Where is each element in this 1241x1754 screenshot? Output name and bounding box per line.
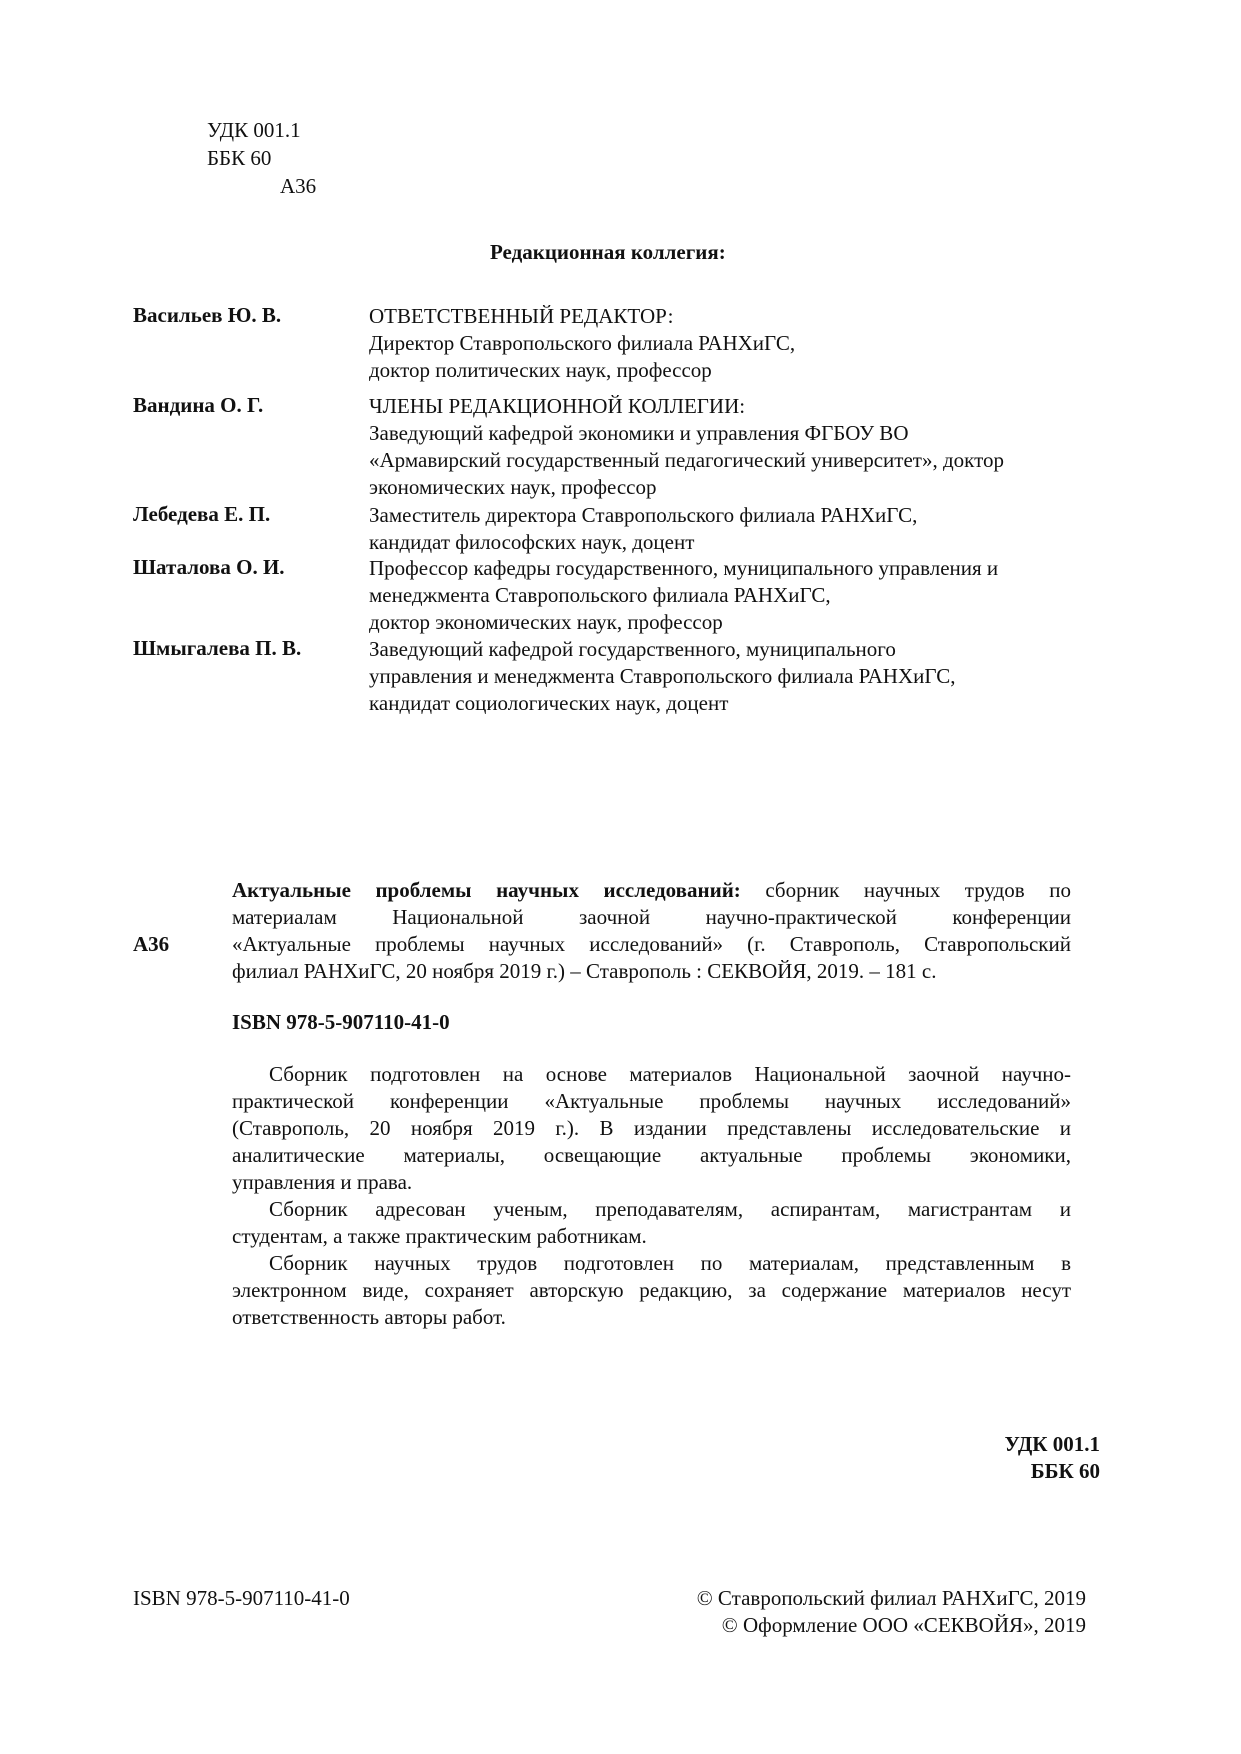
udk-code: УДК 001.1 [207,118,301,142]
abstract-line: управления и права. [232,1170,413,1194]
member-name: Шаталова О. И. [133,555,285,579]
abstract-line: электронном виде, сохраняет авторскую редакцию, за содержание материалов несут [232,1278,1071,1302]
copyright-design: © Оформление ООО «СЕКВОЙЯ», 2019 [721,1613,1086,1637]
member-line: экономических наук, профессор [369,475,657,499]
isbn-line: ISBN 978-5-907110-41-0 [232,1010,450,1034]
copyright-branch: © Ставропольский филиал РАНХиГС, 2019 [696,1586,1086,1610]
member-line: Профессор кафедры государственного, муниципального управления и [369,556,999,580]
member-line: доктор политических наук, профессор [369,358,712,382]
member-name: Лебедева Е. П. [133,502,271,526]
abstract-line: (Ставрополь, 20 ноября 2019 г.). В издании представлены исследовательские и [232,1116,1071,1140]
member-line: кандидат философских наук, доцент [369,530,695,554]
member-line: Заведующий кафедрой государственного, муниципального [369,637,896,661]
member-line: кандидат социологических наук, доцент [369,691,729,715]
bbk-classification: ББК 60 [1030,1459,1100,1483]
abstract-line: Сборник подготовлен на основе материалов Национальной заочной научно- [269,1062,1071,1086]
abstract-line: ответственность авторы работ. [232,1305,506,1329]
bbk-code: ББК 60 [207,146,272,170]
member-description [369,303,795,384]
citation-block [232,877,1071,985]
member-line: доктор экономических наук, профессор [369,610,723,634]
member-line: управления и менеджмента Ставропольского филиала РАНХиГС, [369,664,956,688]
member-description [369,502,917,556]
udk-classification: УДК 001.1 [1004,1432,1100,1456]
member-description [369,636,956,717]
citation-line: филиал РАНХиГС, 20 ноября 2019 г.) – Ставрополь : СЕКВОЙЯ, 2019. – 181 с. [232,959,937,983]
citation-line [232,877,1071,904]
member-description [369,555,998,636]
book-title: Актуальные проблемы научных исследований: [232,878,741,902]
member-line: Заместитель директора Ставропольского филиала РАНХиГС, [369,503,918,527]
citation-line: «Актуальные проблемы научных исследований» (г. Ставрополь, Ставропольский [232,932,1071,956]
member-line: ЧЛЕНЫ РЕДАКЦИОННОЙ КОЛЛЕГИИ: [369,394,746,418]
author-mark: А36 [280,174,317,198]
abstract-line: аналитические материалы, освещающие актуальные проблемы экономики, [232,1143,1071,1167]
abstract-line: Сборник научных трудов подготовлен по материалам, представленным в [269,1251,1071,1275]
board-title: Редакционная коллегия: [490,240,726,264]
member-name: Вандина О. Г. [133,393,264,417]
citation-text: сборник научных трудов по [740,878,1071,902]
member-name: Васильев Ю. В. [133,303,282,327]
member-line: «Армавирский государственный педагогический университет», доктор [369,448,1004,472]
citation-author-mark: А36 [133,932,170,956]
citation-line: материалам Национальной заочной научно-практической конференции [232,905,1071,929]
abstract [232,1061,1071,1331]
abstract-line: практической конференции «Актуальные проблемы научных исследований» [232,1089,1071,1113]
member-line: ОТВЕТСТВЕННЫЙ РЕДАКТОР: [369,304,674,328]
abstract-line: студентам, а также практическим работникам. [232,1224,647,1248]
member-line: Заведующий кафедрой экономики и управления ФГБОУ ВО [369,421,909,445]
member-line: менеджмента Ставропольского филиала РАНХиГС, [369,583,831,607]
member-name: Шмыгалева П. В. [133,636,302,660]
abstract-line: Сборник адресован ученым, преподавателям, аспирантам, магистрантам и [269,1197,1071,1221]
member-line: Директор Ставропольского филиала РАНХиГС, [369,331,796,355]
footer-isbn: ISBN 978-5-907110-41-0 [133,1586,350,1610]
member-description [369,393,1004,501]
